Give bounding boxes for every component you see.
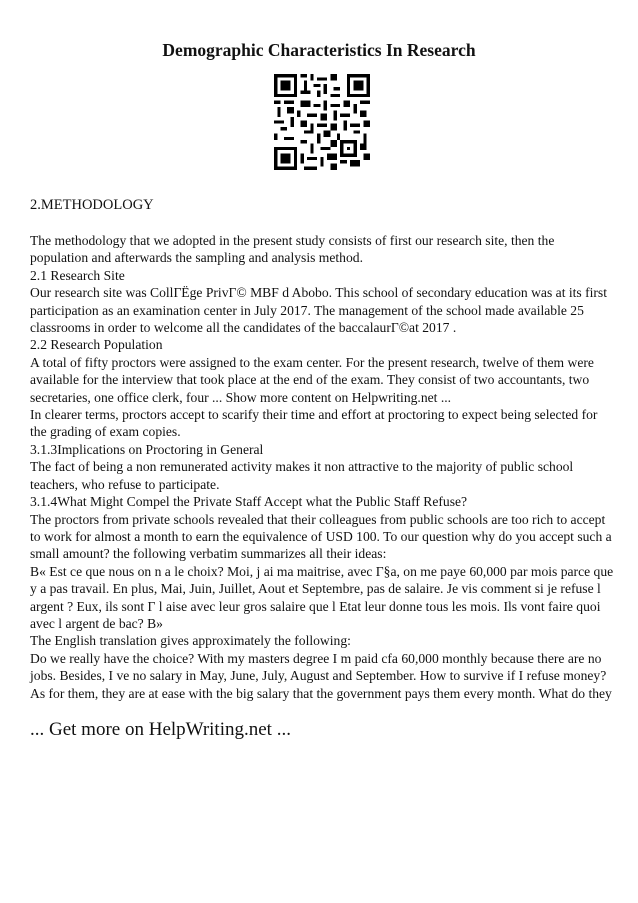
paragraph-translation-intro: The English translation gives approximately the following: (30, 633, 351, 649)
paragraph-methodology-intro: The methodology that we adopted in the present study consists of first our research site, then the population and afterwards the sampling and analysis method. (30, 233, 555, 266)
paragraph-implications: The fact of being a non remunerated activity makes it non attractive to the majority of public school teachers, who refuse to participate. (30, 459, 574, 492)
paragraph-french-quote: B« Est ce que nous on n a le choix? Moi, j ai ma maitrise, avec Γ§a, on me paye 60,000 par mois parce que y a pas travail. En plus, Mai, Juin, Juillet, Aout et Septembre, pas de salaire. Je vis comment si je refuse l argent ? Eux, ils sont Γ l aise avec leur gros salaire que l Etat leur donne tous les mois. Ils vont faire quoi avec l argent de bac? B» (30, 563, 614, 631)
document-body (30, 232, 615, 702)
section-heading: 2.METHODOLOGY (30, 197, 154, 213)
subheading-research-population: 2.2 Research Population (30, 337, 163, 353)
document-title: Demographic Characteristics In Research (162, 40, 476, 60)
paragraph-clearer-terms: In clearer terms, proctors accept to scarify their time and effort at proctoring to expect being selected for the grading of exam copies. (30, 407, 598, 440)
paragraph-research-population: A total of fifty proctors were assigned to the exam center. For the present research, twelve of them were available for the interview that took place at the end of the exam. They consist of two accountants, two secretaries, one office clerk, four ... Show more content on Helpwriting.net ... (30, 354, 594, 405)
subheading-research-site: 2.1 Research Site (30, 267, 125, 283)
paragraph-english-translation: Do we really have the choice? With my masters degree I m paid cfa 60,000 monthly because there are no jobs. Besides, I ve no salary in May, June, July, August and September. How to survive if I refuse money? As for them, they are at ease with the big salary that the government pays them every month. What do they (30, 650, 612, 701)
qr-code-icon (274, 74, 370, 170)
get-more-link[interactable]: ... Get more on HelpWriting.net ... (30, 719, 291, 740)
subheading-implications: 3.1.3Implications on Proctoring in General (30, 441, 264, 457)
subheading-private-staff: 3.1.4What Might Compel the Private Staff Accept what the Public Staff Refuse? (30, 494, 468, 510)
paragraph-research-site: Our research site was CollΓËge PrivΓ© MBF d Abobo. This school of secondary education was at its first participation as an examination center in July 2017. The management of the school made available 25 classrooms in order to welcome all the candidates of the baccalaurΓ©at 2017 . (30, 285, 608, 336)
paragraph-private-staff: The proctors from private schools revealed that their colleagues from public schools are too rich to accept to work for almost a month to earn the equivalence of USD 100. To our question why do you accept such a small amount? the following verbatim summarizes all their ideas: (30, 511, 612, 562)
